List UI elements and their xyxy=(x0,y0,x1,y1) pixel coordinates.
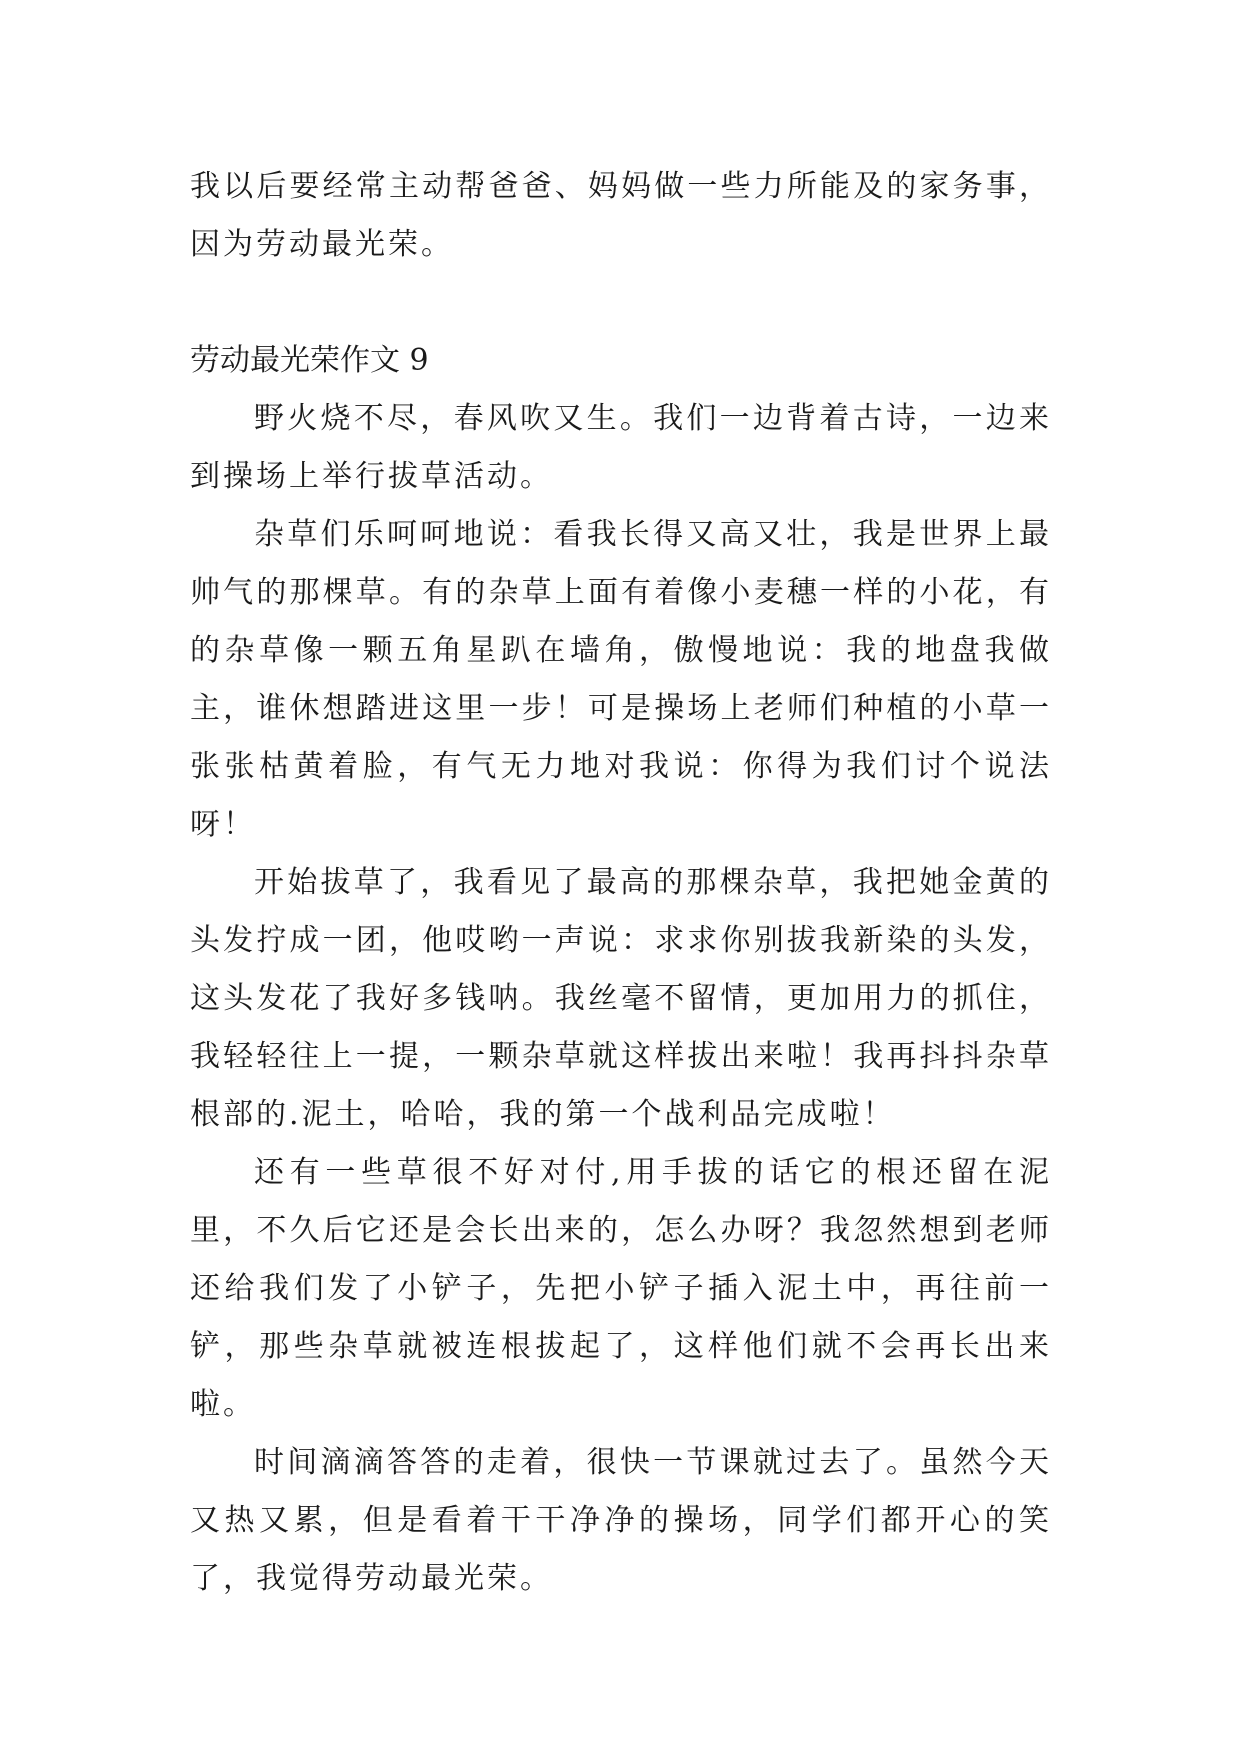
essay-paragraph-2: 杂草们乐呵呵地说：看我长得又高又壮，我是世界上最帅气的那棵草。有的杂草上面有着像小麦穗一样的小花，有的杂草像一颗五角星趴在墙角，傲慢地说：我的地盘我做主，谁休想踏进这里一步！可是操场上老师们种植的小草一张张枯黄着脸，有气无力地对我说：你得为我们讨个说法呀！ xyxy=(190,517,1052,842)
essay-paragraph-1: 野火烧不尽，春风吹又生。我们一边背着古诗，一边来到操场上举行拔草活动。 xyxy=(190,401,1052,494)
intro-paragraph: 我以后要经常主动帮爸爸、妈妈做一些力所能及的家务事，因为劳动最光荣。 xyxy=(190,169,1052,262)
essay-title: 劳动最光荣作文 9 xyxy=(190,343,429,378)
essay-paragraph-5: 时间滴滴答答的走着，很快一节课就过去了。虽然今天又热又累，但是看着干干净净的操场，同学们都开心的笑了，我觉得劳动最光荣。 xyxy=(190,1445,1052,1596)
paragraph-gap xyxy=(190,274,1052,332)
document-page xyxy=(190,158,1052,1608)
essay-paragraph-4: 还有一些草很不好对付,用手拔的话它的根还留在泥里，不久后它还是会长出来的，怎么办呀？我忽然想到老师还给我们发了小铲子，先把小铲子插入泥土中，再往前一铲，那些杂草就被连根拔起了，这样他们就不会再长出来啦。 xyxy=(190,1155,1052,1422)
essay-paragraph-3: 开始拔草了，我看见了最高的那棵杂草，我把她金黄的头发拧成一团，他哎哟一声说：求求你别拔我新染的头发，这头发花了我好多钱呐。我丝毫不留情，更加用力的抓住，我轻轻往上一提，一颗杂草就这样拔出来啦！我再抖抖杂草根部的.泥土，哈哈，我的第一个战利品完成啦！ xyxy=(190,865,1052,1132)
